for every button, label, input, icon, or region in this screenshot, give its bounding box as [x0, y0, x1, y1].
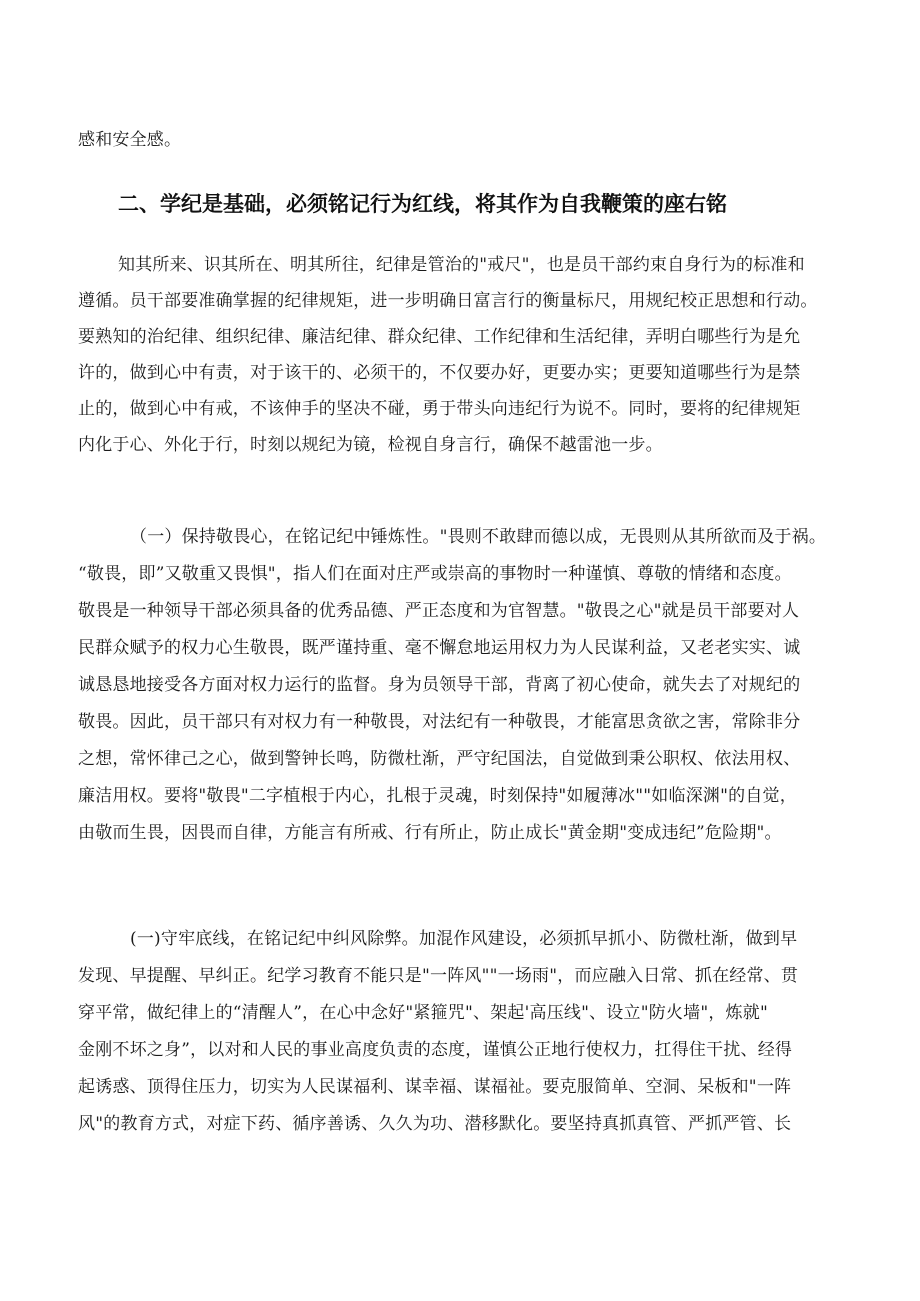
para2-line: 民群众赋予的权力心生敬畏，既严谨持重、毫不懈怠地运用权力为人民谋利益，又老老实实、诚	[78, 638, 801, 658]
section-heading: 二、学纪是基础，必须铭记行为红线，将其作为自我鞭策的座右铭	[118, 192, 727, 216]
para1-line: 内化于心、外化于行，时刻以规纪为镜，检视自身言行，确保不越雷池一步。	[78, 435, 663, 455]
para1-line: 要熟知的治纪律、组织纪律、廉洁纪律、群众纪律、工作纪律和生活纪律，弄明白哪些行为是允	[78, 327, 801, 347]
para2-line: 诚恳恳地接受各方面对权力运行的监督。身为员领导干部，背离了初心使命，就失去了对规纪的	[78, 675, 801, 695]
lead-line: 感和安全感。	[78, 130, 182, 150]
para3-line: 发现、早提醒、早纠正。纪学习教育不能只是"一阵风""一场雨"，而应融入日常、抓在经常、贯	[78, 966, 799, 986]
para1-line: 许的，做到心中有责，对于该干的、必须干的，不仅要办好，更要办实；更要知道哪些行为是禁	[78, 363, 801, 383]
para3-line: 金刚不坏之身”，以对和人民的事业高度负责的态度，谨慎公正地行使权力，扛得住干扰、经得	[78, 1040, 793, 1060]
para3-line: 穿平常，做纪律上的“清醒人”，在心中念好"紧箍咒"、架起'高压线"、设立"防火墙"，炼就"	[78, 1003, 768, 1023]
para3-line: 风"的教育方式，对症下药、循序善诱、久久为功、潜移默化。要坚持真抓真管、严抓严管、长	[78, 1114, 792, 1134]
para2-line: 廉洁用权。要将"敬畏"二字植根于内心，扎根于灵魂，时刻保持"如履薄冰""如临深渊"的自觉，	[78, 786, 797, 806]
para1-line: 知其所来、识其所在、明其所往，纪律是管治的"戒尺"，也是员干部约束自身行为的标准和	[118, 255, 805, 275]
para2-line: “敬畏，即”又敬重又畏惧"，指人们在面对庄严或崇高的事物时一种谨慎、尊敬的情绪和态度。	[78, 564, 792, 584]
para2-line: 由敬而生畏，因畏而自律，方能言有所戒、行有所止，防止成长"黄金期"变成违纪”危险期"。	[78, 823, 782, 843]
para3-line: (一)守牢底线，在铭记纪中纠风除弊。加混作风建设，必须抓早抓小、防微杜渐，做到早	[130, 929, 798, 949]
para2-line: 敬畏。因此，员干部只有对权力有一种敬畏，对法纪有一种敬畏，才能富思贪欲之害，常除非分	[78, 712, 801, 732]
para2-line: 敬畏是一种领导干部必须具备的优秀品德、严正态度和为官智慧。"敬畏之心"就是员干部要对人	[78, 601, 800, 621]
para2-line: 之想，常怀律己之心，做到警钟长鸣，防微杜渐，严守纪国法，自觉做到秉公职权、依法用权、	[78, 749, 801, 769]
para1-line: 遵循。员干部要准确掌握的纪律规矩，进一步明确日富言行的衡量标尺，用规纪校正思想和行动。	[78, 291, 818, 311]
para1-line: 止的，做到心中有戒，不该伸手的坚决不碰，勇于带头向违纪行为说不。同时，要将的纪律规矩	[78, 399, 801, 419]
para2-line: （一）保持敬畏心，在铭记纪中锤炼性。"畏则不敢肆而德以成，无畏则从其所欲而及于祸。	[130, 527, 827, 547]
para3-line: 起诱惑、顶得住压力，切实为人民谋福利、谋幸福、谋福祉。要克服简单、空洞、呆板和"一阵	[78, 1077, 792, 1097]
